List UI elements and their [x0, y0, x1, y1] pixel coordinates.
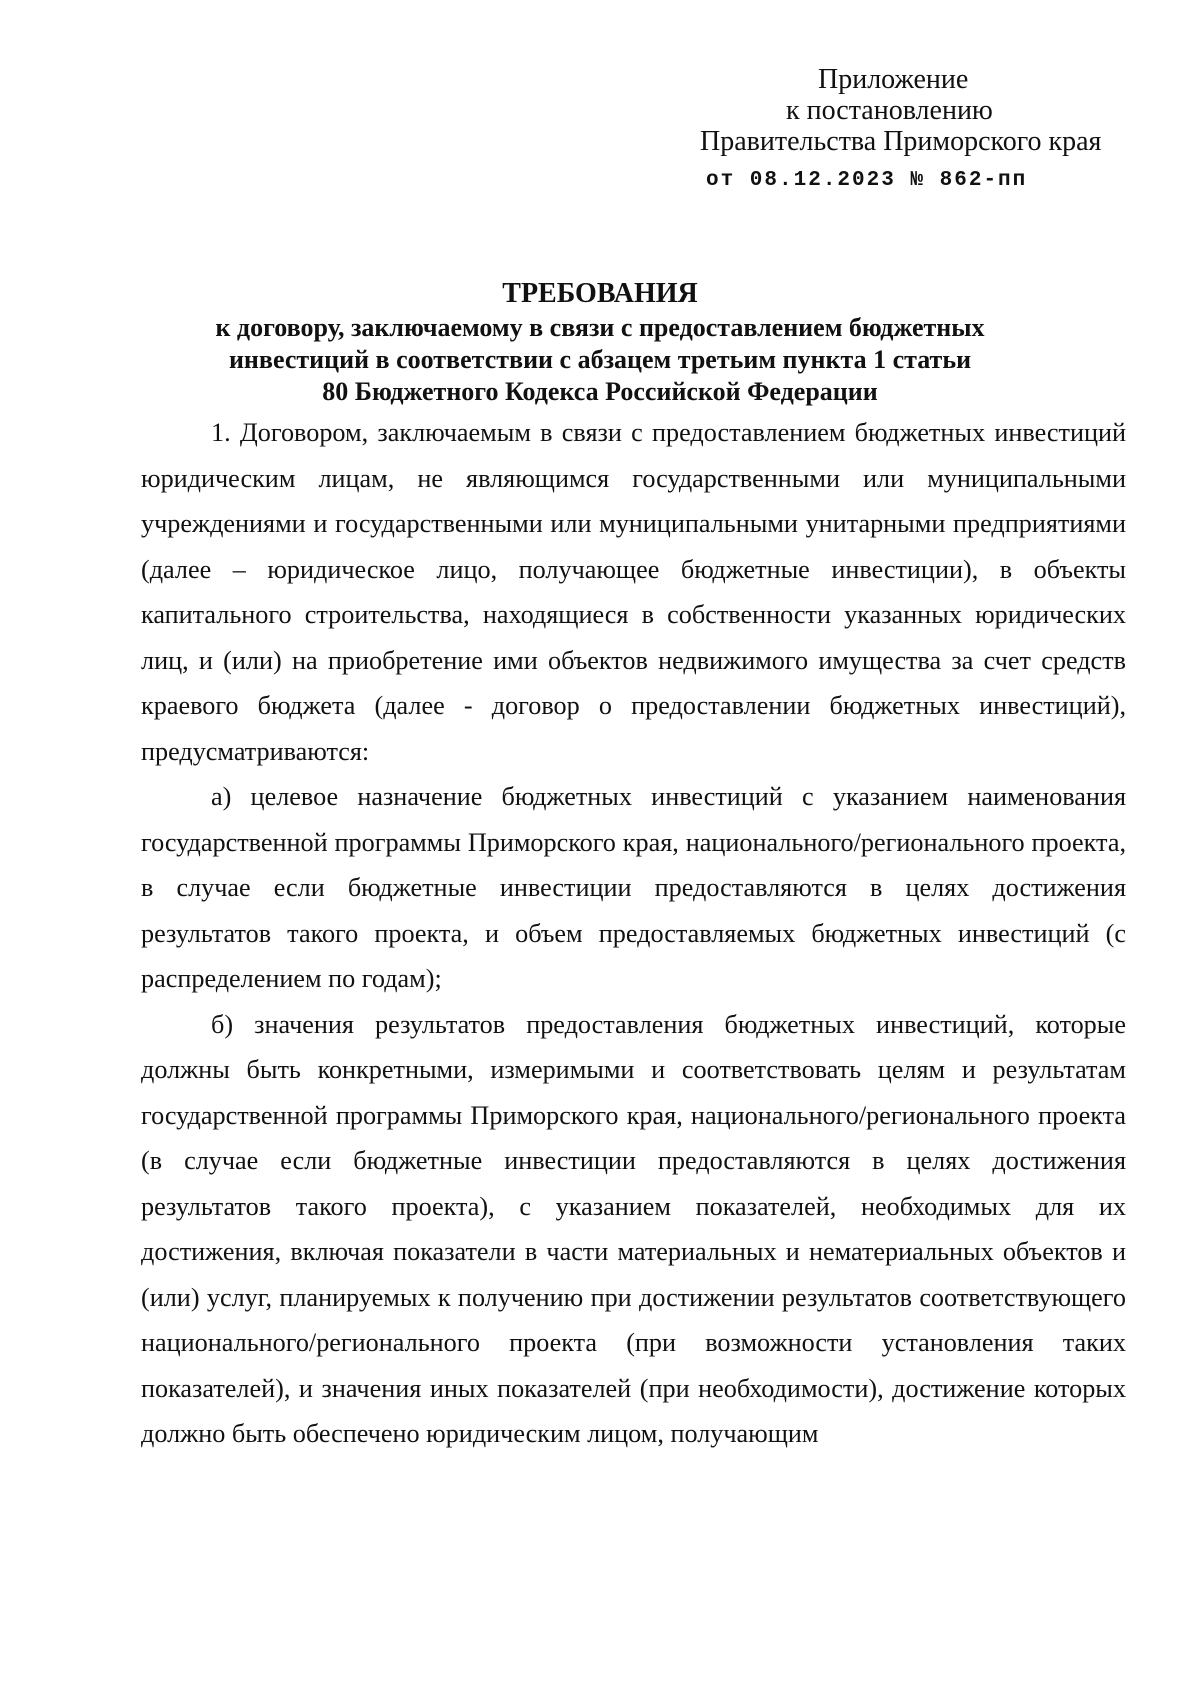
appendix-issuer: Правительства Приморского края — [700, 126, 1102, 157]
document-body — [141, 410, 1126, 1457]
appendix-label: Приложение — [818, 64, 969, 95]
paragraph-b: б) значения результатов предоставления бюджетных инвестиций, которые должны быть конкретными, измеримыми и соответствовать целям и результатам государственной программы Приморского края, национального/регионального проекта (в случае если бюджетные инвестиции предоставляются в целях достижения результатов такого проекта), с указанием показателей, необходимых для их достижения, включая показатели в части материальных и нематериальных объектов и (или) услуг, планируемых к получению при достижении результатов соответствующего национального/регионального проекта (при возможности установления таких показателей), и значения иных показателей (при необходимости), достижение которых должно быть обеспечено юридическим лицом, получающим — [141, 1009, 1126, 1448]
title-subtitle-line-3: 80 Бюджетного Кодекса Российской Федерации — [322, 377, 878, 406]
document-title — [140, 278, 1060, 408]
appendix-block — [700, 64, 1160, 196]
appendix-reference: к постановлению — [786, 95, 993, 126]
title-main: ТРЕБОВАНИЯ — [502, 278, 698, 309]
title-subtitle-line-2: инвестиций в соответствии с абзацем третьим пункта 1 статьи — [228, 345, 972, 374]
appendix-date-number: от 08.12.2023 № 862-пп — [706, 169, 1028, 192]
paragraph-1: 1. Договором, заключаемым в связи с предоставлением бюджетных инвестиций юридическим лицам, не являющимся государственными или муниципальными учреждениями и государственными или муниципальными унитарными предприятиями (далее – юридическое лицо, получающее бюджетные инвестиции), в объекты капитального строительства, находящиеся в собственности указанных юридических лиц, и (или) на приобретение ими объектов недвижимого имущества за счет средств краевого бюджета (далее - договор о предоставлении бюджетных инвестиций), предусматриваются: — [141, 418, 1126, 766]
title-subtitle-line-1: к договору, заключаемому в связи с предоставлением бюджетных — [215, 313, 985, 342]
paragraph-a: а) целевое назначение бюджетных инвестиций с указанием наименования государственной программы Приморского края, национального/регионального проекта, в случае если бюджетные инвестиции предоставляются в целях достижения результатов такого проекта, и объем предоставляемых бюджетных инвестиций (с распределением по годам); — [141, 782, 1126, 993]
